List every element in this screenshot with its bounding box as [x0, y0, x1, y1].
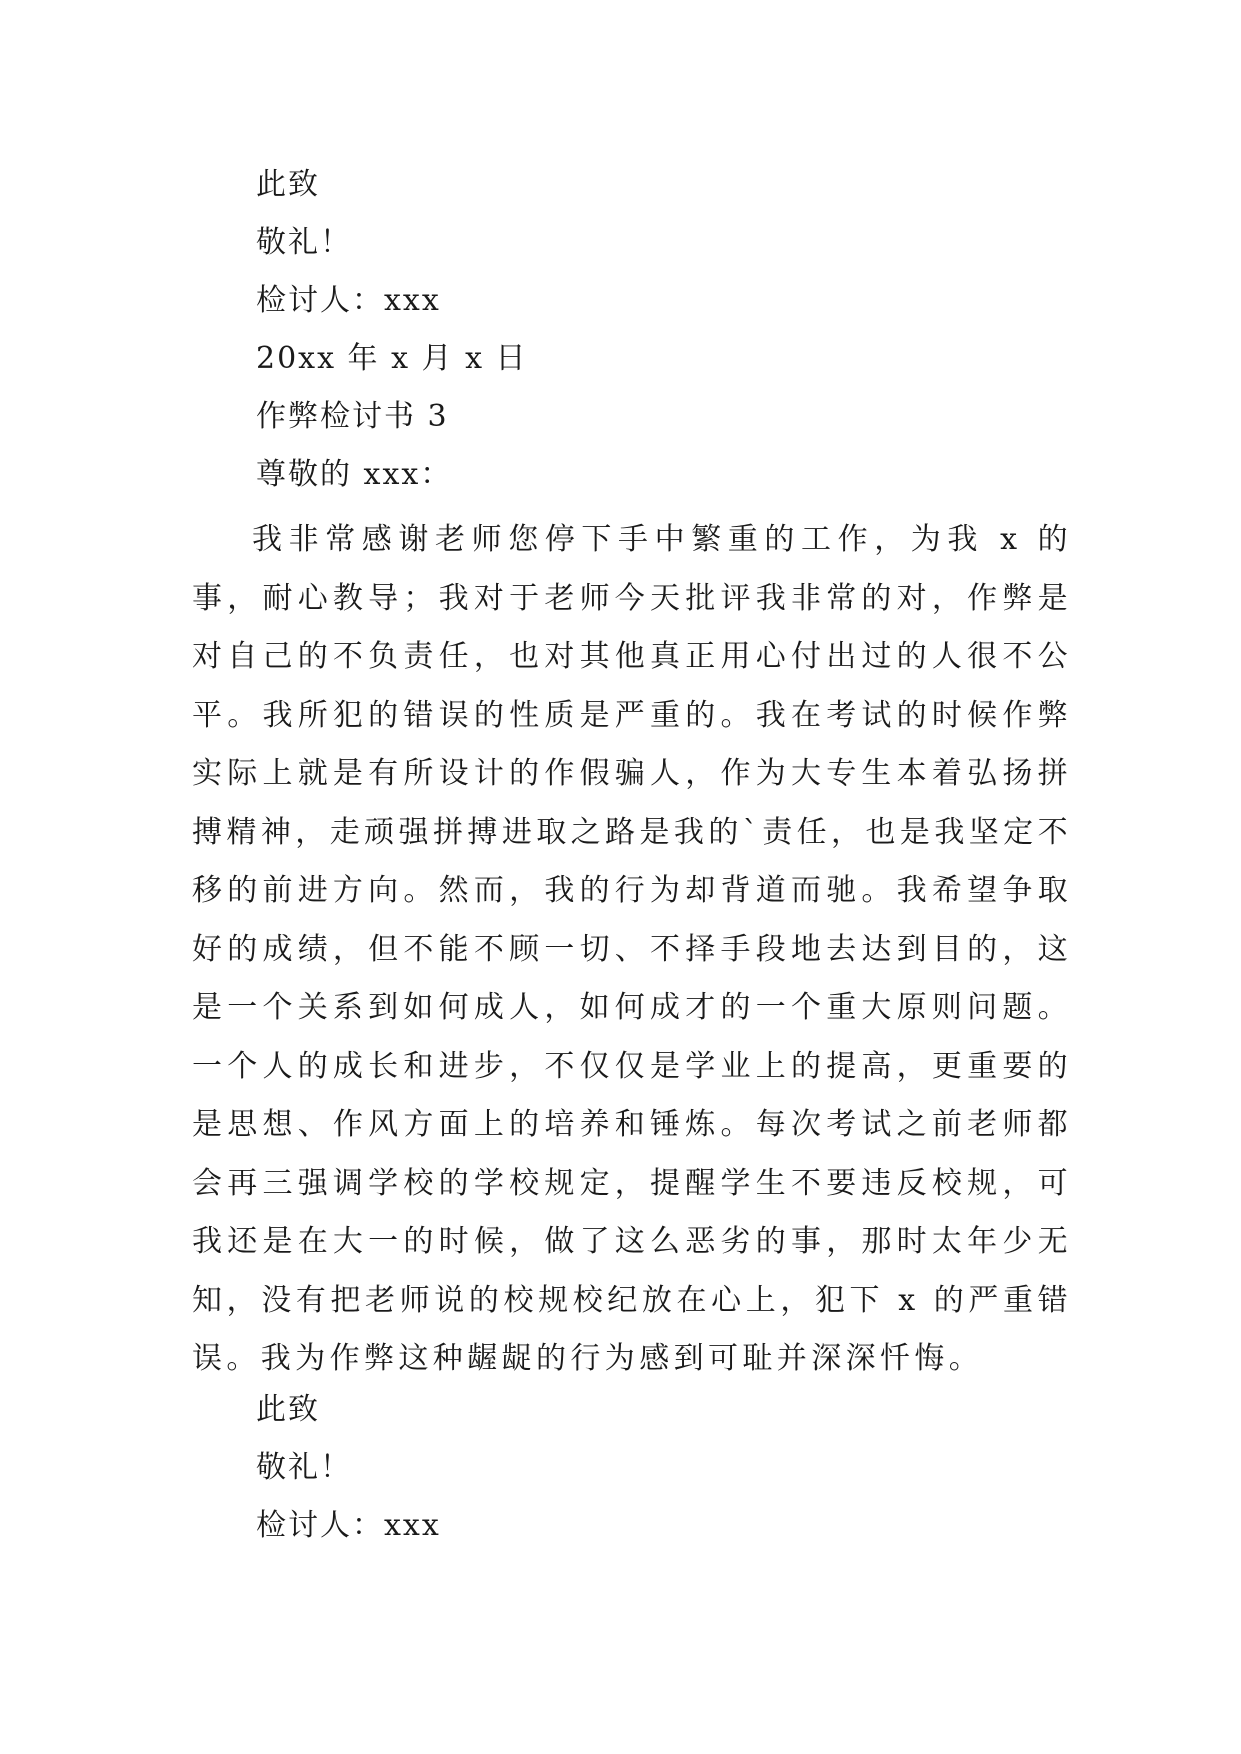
body-paragraph: 我非常感谢老师您停下手中繁重的工作，为我 x 的事，耐心教导；我对于老师今天批评我非常的对，作弊是对自己的不负责任，也对其他真正用心付出过的人很不公平。我所犯的错误的性质是严重的。我在考试的时候作弊实际上就是有所设计的作假骗人，作为大专生本着弘扬拼搏精神，走顽强拼搏进取之路是我的`责任，也是我坚定不移的前进方向。然而，我的行为却背道而驰。我希望争取好的成绩，但不能不顾一切、不择手段地去达到目的，这是一个关系到如何成人，如何成才的一个重大原则问题。一个人的成长和进步，不仅仅是学业上的提高，更重要的是思想、作风方面上的培养和锤炼。每次考试之前老师都会再三强调学校的学校规定，提醒学生不要违反校规，可我还是在大一的时候，做了这么恶劣的事，那时太年少无知，没有把老师说的校规校纪放在心上，犯下 x 的严重错误。我为作弊这种龌龊的行为感到可耻并深深忏悔。: [192, 522, 1072, 1376]
signer-line-bottom: 检讨人：xxx: [256, 1508, 441, 1543]
closing-line-2: 敬礼！: [256, 225, 352, 260]
salutation: 尊敬的 xxx：: [256, 457, 453, 492]
closing-line-1: 此致: [256, 167, 320, 202]
signer-line: 检讨人：xxx: [256, 283, 441, 318]
closing-line-1-bottom: 此致: [256, 1392, 320, 1427]
section-title: 作弊检讨书 3: [256, 399, 449, 434]
date-line: 20xx 年 x 月 x 日: [256, 341, 528, 376]
closing-line-2-bottom: 敬礼！: [256, 1450, 352, 1485]
